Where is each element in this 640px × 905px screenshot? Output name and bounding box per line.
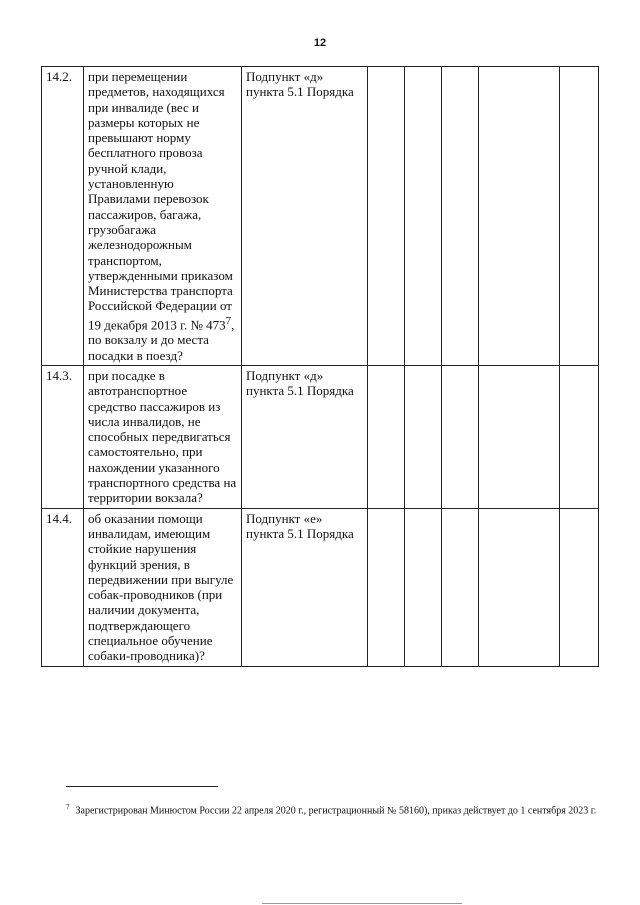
table-row — [42, 365, 599, 508]
question-text: об оказании помощи инвалидам, имеющим стойкие нарушения функций зрения, в передвижении при выгуле собак-проводников (при наличии документа, подтверждающего специальное обучение собаки-проводника)? — [84, 508, 242, 666]
answer-cell-yes[interactable] — [368, 508, 405, 666]
question-text: при перемещении предметов, находящихся при инвалиде (вес и размеры которых не превышают норму бесплатного провоза ручной клади, установленную Правилами перевозок пассажиров, багажа, грузобагажа железнодорожным транспортом, утвержденными приказом Министерства транспорта Российской Федерации от 19 декабря 2013 г. № $473^7$, по вокзалу и до места посадки в поезд? — [84, 67, 242, 366]
table-row — [42, 67, 599, 366]
row-number: 14.4. — [42, 508, 84, 666]
answer-cell-yes[interactable] — [368, 365, 405, 508]
answer-cell-comment[interactable] — [479, 67, 560, 366]
answer-cell-na[interactable] — [442, 67, 479, 366]
scan-edge-line — [262, 903, 462, 904]
footnote-marker: 7 — [66, 803, 70, 811]
legal-reference: Подпункт «е» пункта 5.1 Порядка — [242, 508, 368, 666]
row-number: 14.3. — [42, 365, 84, 508]
answer-cell-na[interactable] — [442, 508, 479, 666]
answer-cell-no[interactable] — [405, 67, 442, 366]
answer-cell-na[interactable] — [442, 365, 479, 508]
answer-cell-extra[interactable] — [560, 67, 599, 366]
footnote — [66, 800, 598, 818]
legal-reference: Подпункт «д» пункта 5.1 Порядка — [242, 67, 368, 366]
question-text: при посадке в автотранспортное средство пассажиров из числа инвалидов, не способных передвигаться самостоятельно, при нахождении указанного транспортного средства на территории вокзала? — [84, 365, 242, 508]
legal-reference: Подпункт «д» пункта 5.1 Порядка — [242, 365, 368, 508]
answer-cell-extra[interactable] — [560, 365, 599, 508]
page-number: 12 — [313, 37, 327, 49]
answer-cell-yes[interactable] — [368, 67, 405, 366]
footnote-ref: 7 — [225, 314, 232, 327]
table-row — [42, 508, 599, 666]
answer-cell-comment[interactable] — [479, 508, 560, 666]
answer-cell-comment[interactable] — [479, 365, 560, 508]
footnote-text: Зарегистрирован Минюстом России 22 апреля 2020 г., регистрационный № 58160), приказ действует до 1 сентября 2023 г. — [75, 805, 597, 817]
row-number: 14.2. — [42, 67, 84, 366]
answer-cell-extra[interactable] — [560, 508, 599, 666]
footnote-divider — [66, 786, 218, 787]
answer-cell-no[interactable] — [405, 508, 442, 666]
checklist-table — [41, 66, 599, 667]
answer-cell-no[interactable] — [405, 365, 442, 508]
